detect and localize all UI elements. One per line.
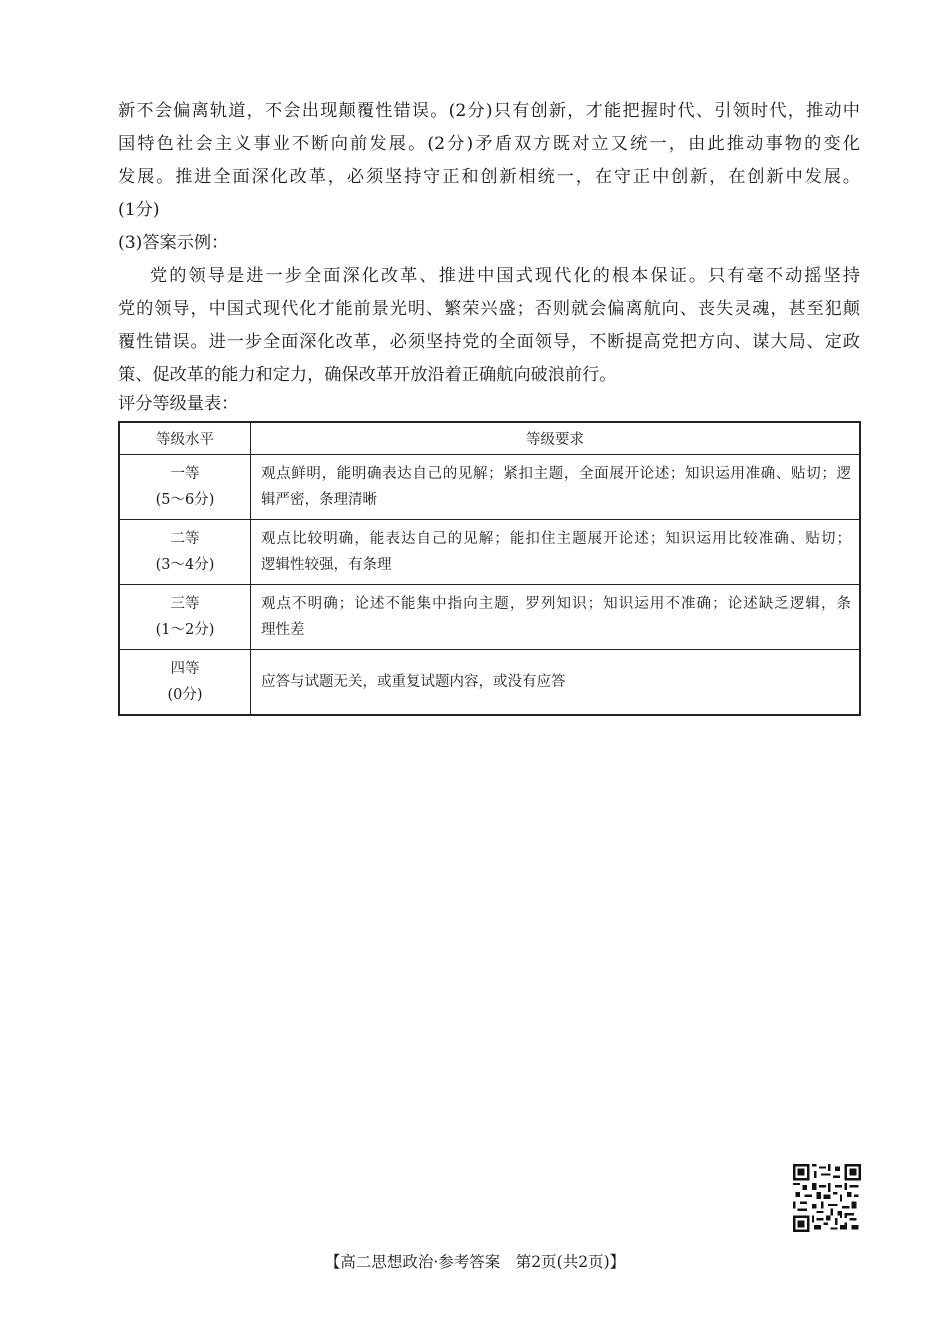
example-line-1: 党的领导是进一步全面深化改革、推进中国式现代化的根本保证。只有毫不动摇坚持 <box>150 266 860 286</box>
answer-line-1: 新不会偏离轨道，不会出现颠覆性错误。(2分)只有创新，才能把握时代、引领时代，推动中 <box>118 101 860 121</box>
table-row <box>119 585 860 650</box>
example-line-2: 党的领导，中国式现代化才能前景光明、繁荣兴盛；否则就会偏离航向、丧失灵魂，甚至犯颠 <box>118 299 860 319</box>
table-row <box>119 455 860 520</box>
rubric-title: 评分等级量表： <box>118 394 239 414</box>
table-row <box>119 520 860 585</box>
level-score: (1～2分) <box>155 622 215 638</box>
level-score: (5～6分) <box>155 492 215 508</box>
table-header-row <box>119 422 860 455</box>
level-cell <box>119 650 251 715</box>
answer-line-4: (1分) <box>118 200 160 220</box>
requirement-line: 理性差 <box>261 622 305 638</box>
level-cell <box>119 585 251 650</box>
level-score: (3～4分) <box>155 557 215 573</box>
requirement-line: 逻辑性较强，有条理 <box>261 557 392 573</box>
answer-line-3: 发展。推进全面深化改革，必须坚持守正和创新相统一，在守正中创新，在创新中发展。 <box>118 167 860 187</box>
requirement-cell <box>251 520 861 585</box>
requirement-line: 观点不明确；论述不能集中指向主题，罗列知识；知识运用不准确；论述缺乏逻辑，条 <box>261 596 851 612</box>
example-line-4: 策、促改革的能力和定力，确保改革开放沿着正确航向破浪前行。 <box>118 365 617 385</box>
answer-line-2: 国特色社会主义事业不断向前发展。(2分)矛盾双方既对立又统一，由此推动事物的变化 <box>118 134 860 154</box>
level-name: 四等 <box>170 660 200 677</box>
level-cell <box>119 520 251 585</box>
requirement-cell <box>251 455 861 520</box>
section-3-heading: (3)答案示例： <box>118 233 229 253</box>
requirement-line: 观点鲜明，能明确表达自己的见解；紧扣主题，全面展开论述；知识运用准确、贴切；逻 <box>261 466 851 482</box>
level-cell <box>119 455 251 520</box>
table-row <box>119 650 860 715</box>
requirement-cell <box>251 650 861 715</box>
requirement-line: 观点比较明确，能表达自己的见解；能扣住主题展开论述；知识运用比较准确、贴切； <box>261 531 851 547</box>
example-line-3: 覆性错误。进一步全面深化改革，必须坚持党的全面领导，不断提高党把方向、谋大局、定政 <box>118 332 860 352</box>
level-score: (0分) <box>167 686 203 703</box>
requirement-line: 辑严密，条理清晰 <box>261 492 377 508</box>
requirement-line: 应答与试题无关，或重复试题内容，或没有应答 <box>261 673 566 690</box>
rubric-table <box>118 421 861 716</box>
header-level: 等级水平 <box>119 422 251 455</box>
page-footer: 【高二思想政治·参考答案 第2页(共2页)】 <box>324 1253 626 1271</box>
level-name: 二等 <box>170 531 200 547</box>
requirement-cell <box>251 585 861 650</box>
level-name: 三等 <box>170 596 200 612</box>
qr-code-icon <box>793 1164 861 1232</box>
header-requirement: 等级要求 <box>251 422 861 455</box>
level-name: 一等 <box>170 466 200 482</box>
